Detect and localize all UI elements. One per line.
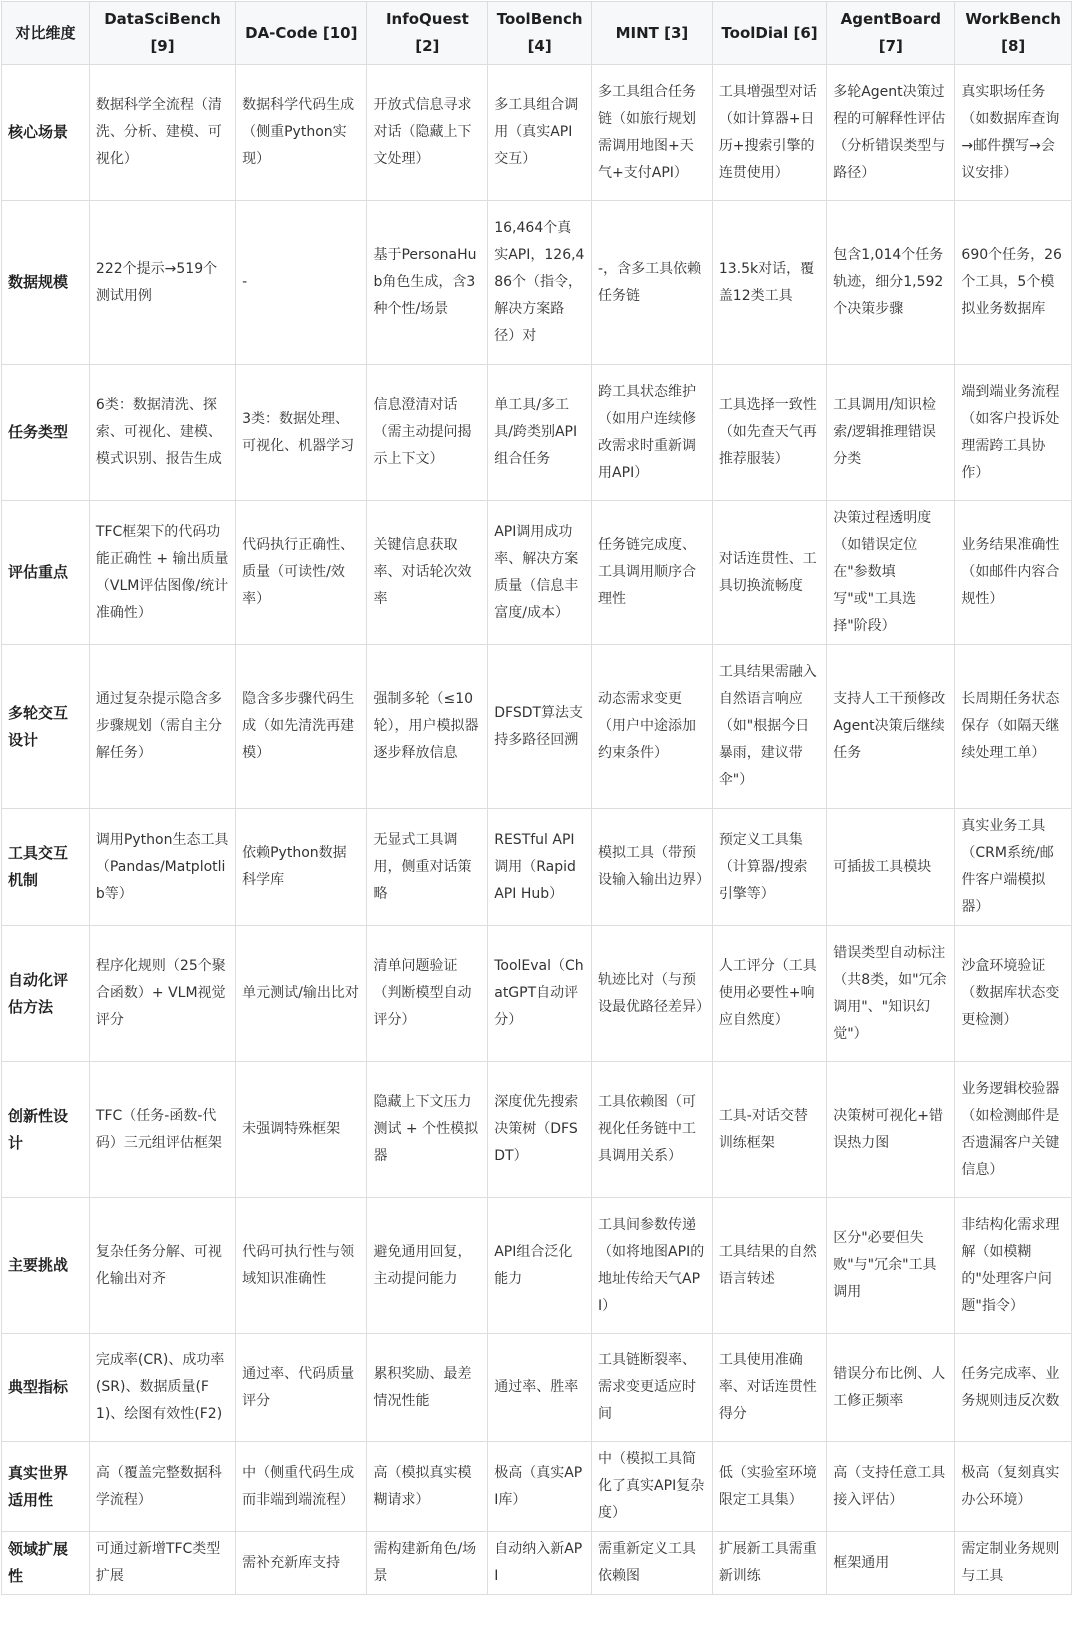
cell-infoquest: 强制多轮（≤10轮），用户模拟器逐步释放信息 <box>367 645 488 809</box>
cell-agentboard: 决策过程透明度（如错误定位在"参数填写"或"工具选择"阶段） <box>827 501 955 645</box>
header-cell-dimension: 对比维度 <box>2 2 90 65</box>
row-header-cell: 自动化评估方法 <box>2 926 90 1062</box>
cell-toolbench: RESTful API调用（RapidAPI Hub） <box>488 809 592 926</box>
table-row <box>2 1198 1072 1334</box>
cell-infoquest: 信息澄清对话（需主动提问揭示上下文） <box>367 365 488 501</box>
table-row <box>2 809 1072 926</box>
table-row <box>2 1532 1072 1595</box>
cell-tooldial: 人工评分（工具使用必要性+响应自然度） <box>712 926 826 1062</box>
cell-agentboard: 决策树可视化+错误热力图 <box>827 1062 955 1198</box>
cell-da-code: - <box>236 201 367 365</box>
row-header-cell: 评估重点 <box>2 501 90 645</box>
cell-da-code: 3类：数据处理、可视化、机器学习 <box>236 365 367 501</box>
cell-toolbench: API调用成功率、解决方案质量（信息丰富度/成本） <box>488 501 592 645</box>
cell-mint: 动态需求变更（用户中途添加约束条件） <box>592 645 713 809</box>
cell-datascibench: 复杂任务分解、可视化输出对齐 <box>89 1198 235 1334</box>
cell-da-code: 通过率、代码质量评分 <box>236 1334 367 1442</box>
table-row <box>2 365 1072 501</box>
cell-da-code: 中（侧重代码生成而非端到端流程） <box>236 1442 367 1532</box>
cell-workbench: 端到端业务流程（如客户投诉处理需跨工具协作） <box>955 365 1072 501</box>
cell-agentboard: 区分"必要但失败"与"冗余"工具调用 <box>827 1198 955 1334</box>
cell-da-code: 未强调特殊框架 <box>236 1062 367 1198</box>
cell-workbench: 沙盒环境验证（数据库状态变更检测） <box>955 926 1072 1062</box>
cell-infoquest: 清单问题验证（判断模型自动评分） <box>367 926 488 1062</box>
cell-infoquest: 开放式信息寻求对话（隐藏上下文处理） <box>367 65 488 201</box>
cell-tooldial: 工具使用准确率、对话连贯性得分 <box>712 1334 826 1442</box>
cell-datascibench: 6类：数据清洗、探索、可视化、建模、模式识别、报告生成 <box>89 365 235 501</box>
cell-workbench: 真实职场任务（如数据库查询→邮件撰写→会议安排） <box>955 65 1072 201</box>
cell-workbench: 690个任务，26个工具，5个模拟业务数据库 <box>955 201 1072 365</box>
cell-toolbench: 通过率、胜率 <box>488 1334 592 1442</box>
cell-toolbench: 多工具组合调用（真实API交互） <box>488 65 592 201</box>
header-cell-da-code: DA-Code [10] <box>236 2 367 65</box>
cell-toolbench: 自动纳入新API <box>488 1532 592 1595</box>
row-header-cell: 典型指标 <box>2 1334 90 1442</box>
cell-tooldial: 对话连贯性、工具切换流畅度 <box>712 501 826 645</box>
row-header-cell: 多轮交互设计 <box>2 645 90 809</box>
cell-infoquest: 需构建新角色/场景 <box>367 1532 488 1595</box>
table-row <box>2 1442 1072 1532</box>
header-cell-agentboard: AgentBoard [7] <box>827 2 955 65</box>
cell-infoquest: 避免通用回复，主动提问能力 <box>367 1198 488 1334</box>
header-cell-workbench: WorkBench [8] <box>955 2 1072 65</box>
header-cell-datascibench: DataSciBench [9] <box>89 2 235 65</box>
cell-toolbench: DFSDT算法支持多路径回溯 <box>488 645 592 809</box>
row-header-cell: 领域扩展性 <box>2 1532 90 1595</box>
cell-agentboard: 包含1,014个任务轨迹，细分1,592个决策步骤 <box>827 201 955 365</box>
cell-tooldial: 13.5k对话，覆盖12类工具 <box>712 201 826 365</box>
header-cell-toolbench: ToolBench [4] <box>488 2 592 65</box>
cell-tooldial: 工具结果的自然语言转述 <box>712 1198 826 1334</box>
cell-da-code: 依赖Python数据科学库 <box>236 809 367 926</box>
cell-da-code: 数据科学代码生成（侧重Python实现） <box>236 65 367 201</box>
cell-datascibench: 222个提示→519个测试用例 <box>89 201 235 365</box>
cell-mint: 工具链断裂率、需求变更适应时间 <box>592 1334 713 1442</box>
cell-agentboard: 支持人工干预修改Agent决策后继续任务 <box>827 645 955 809</box>
cell-mint: 需重新定义工具依赖图 <box>592 1532 713 1595</box>
cell-agentboard: 多轮Agent决策过程的可解释性评估（分析错误类型与路径） <box>827 65 955 201</box>
header-row <box>2 2 1072 65</box>
cell-agentboard: 框架通用 <box>827 1532 955 1595</box>
table-row <box>2 1062 1072 1198</box>
header-cell-infoquest: InfoQuest [2] <box>367 2 488 65</box>
cell-tooldial: 扩展新工具需重新训练 <box>712 1532 826 1595</box>
row-header-cell: 数据规模 <box>2 201 90 365</box>
cell-da-code: 代码可执行性与领域知识准确性 <box>236 1198 367 1334</box>
cell-mint: 轨迹比对（与预设最优路径差异） <box>592 926 713 1062</box>
cell-datascibench: 完成率(CR)、成功率(SR)、数据质量(F1)、绘图有效性(F2) <box>89 1334 235 1442</box>
cell-workbench: 业务逻辑校验器（如检测邮件是否遗漏客户关键信息） <box>955 1062 1072 1198</box>
cell-mint: 工具依赖图（可视化任务链中工具调用关系） <box>592 1062 713 1198</box>
cell-workbench: 非结构化需求理解（如模糊的"处理客户问题"指令） <box>955 1198 1072 1334</box>
cell-agentboard: 错误类型自动标注（共8类，如"冗余调用"、"知识幻觉"） <box>827 926 955 1062</box>
cell-agentboard: 高（支持任意工具接入评估） <box>827 1442 955 1532</box>
cell-workbench: 长周期任务状态保存（如隔天继续处理工单） <box>955 645 1072 809</box>
cell-datascibench: 数据科学全流程（清洗、分析、建模、可视化） <box>89 65 235 201</box>
cell-infoquest: 无显式工具调用，侧重对话策略 <box>367 809 488 926</box>
cell-toolbench: 深度优先搜索决策树（DFSDT） <box>488 1062 592 1198</box>
cell-datascibench: 通过复杂提示隐含多步骤规划（需自主分解任务） <box>89 645 235 809</box>
cell-workbench: 任务完成率、业务规则违反次数 <box>955 1334 1072 1442</box>
cell-infoquest: 关键信息获取率、对话轮次效率 <box>367 501 488 645</box>
table-body <box>2 65 1072 1595</box>
cell-datascibench: 可通过新增TFC类型扩展 <box>89 1532 235 1595</box>
cell-workbench: 极高（复刻真实办公环境） <box>955 1442 1072 1532</box>
cell-datascibench: TFC（任务-函数-代码）三元组评估框架 <box>89 1062 235 1198</box>
cell-toolbench: ToolEval（ChatGPT自动评分） <box>488 926 592 1062</box>
cell-da-code: 代码执行正确性、质量（可读性/效率） <box>236 501 367 645</box>
cell-mint: 工具间参数传递（如将地图API的地址传给天气API） <box>592 1198 713 1334</box>
table-row <box>2 645 1072 809</box>
cell-infoquest: 高（模拟真实模糊请求） <box>367 1442 488 1532</box>
cell-tooldial: 工具结果需融入自然语言响应（如"根据今日暴雨，建议带伞"） <box>712 645 826 809</box>
table-header <box>2 2 1072 65</box>
table-row <box>2 926 1072 1062</box>
table-row <box>2 201 1072 365</box>
cell-mint: 跨工具状态维护（如用户连续修改需求时重新调用API） <box>592 365 713 501</box>
cell-datascibench: TFC框架下的代码功能正确性 + 输出质量（VLM评估图像/统计准确性） <box>89 501 235 645</box>
cell-tooldial: 工具增强型对话（如计算器+日历+搜索引擎的连贯使用） <box>712 65 826 201</box>
table-row <box>2 65 1072 201</box>
row-header-cell: 创新性设计 <box>2 1062 90 1198</box>
row-header-cell: 真实世界适用性 <box>2 1442 90 1532</box>
cell-datascibench: 高（覆盖完整数据科学流程） <box>89 1442 235 1532</box>
cell-datascibench: 调用Python生态工具（Pandas/Matplotlib等） <box>89 809 235 926</box>
cell-tooldial: 低（实验室环境限定工具集） <box>712 1442 826 1532</box>
cell-mint: 任务链完成度、工具调用顺序合理性 <box>592 501 713 645</box>
cell-agentboard: 工具调用/知识检索/逻辑推理错误分类 <box>827 365 955 501</box>
cell-infoquest: 累积奖励、最差情况性能 <box>367 1334 488 1442</box>
cell-mint: 模拟工具（带预设输入输出边界） <box>592 809 713 926</box>
header-cell-mint: MINT [3] <box>592 2 713 65</box>
cell-toolbench: 单工具/多工具/跨类别API组合任务 <box>488 365 592 501</box>
cell-da-code: 需补充新库支持 <box>236 1532 367 1595</box>
cell-da-code: 单元测试/输出比对 <box>236 926 367 1062</box>
cell-mint: -，含多工具依赖任务链 <box>592 201 713 365</box>
cell-tooldial: 工具-对话交替训练框架 <box>712 1062 826 1198</box>
cell-toolbench: 极高（真实API库） <box>488 1442 592 1532</box>
cell-datascibench: 程序化规则（25个聚合函数）+ VLM视觉评分 <box>89 926 235 1062</box>
row-header-cell: 任务类型 <box>2 365 90 501</box>
cell-da-code: 隐含多步骤代码生成（如先清洗再建模） <box>236 645 367 809</box>
cell-toolbench: 16,464个真实API，126,486个（指令，解决方案路径）对 <box>488 201 592 365</box>
row-header-cell: 工具交互机制 <box>2 809 90 926</box>
cell-mint: 中（模拟工具简化了真实API复杂度） <box>592 1442 713 1532</box>
row-header-cell: 主要挑战 <box>2 1198 90 1334</box>
cell-agentboard: 可插拔工具模块 <box>827 809 955 926</box>
cell-workbench: 真实业务工具（CRM系统/邮件客户端模拟器） <box>955 809 1072 926</box>
cell-tooldial: 预定义工具集（计算器/搜索引擎等） <box>712 809 826 926</box>
cell-infoquest: 隐藏上下文压力测试 + 个性模拟器 <box>367 1062 488 1198</box>
cell-workbench: 需定制业务规则与工具 <box>955 1532 1072 1595</box>
cell-mint: 多工具组合任务链（如旅行规划需调用地图+天气+支付API） <box>592 65 713 201</box>
row-header-cell: 核心场景 <box>2 65 90 201</box>
table-row <box>2 501 1072 645</box>
cell-workbench: 业务结果准确性（如邮件内容合规性） <box>955 501 1072 645</box>
cell-tooldial: 工具选择一致性（如先查天气再推荐服装） <box>712 365 826 501</box>
header-cell-tooldial: ToolDial [6] <box>712 2 826 65</box>
cell-toolbench: API组合泛化能力 <box>488 1198 592 1334</box>
cell-infoquest: 基于PersonaHub角色生成，含3种个性/场景 <box>367 201 488 365</box>
benchmark-comparison-table <box>1 1 1072 1595</box>
table-row <box>2 1334 1072 1442</box>
cell-agentboard: 错误分布比例、人工修正频率 <box>827 1334 955 1442</box>
